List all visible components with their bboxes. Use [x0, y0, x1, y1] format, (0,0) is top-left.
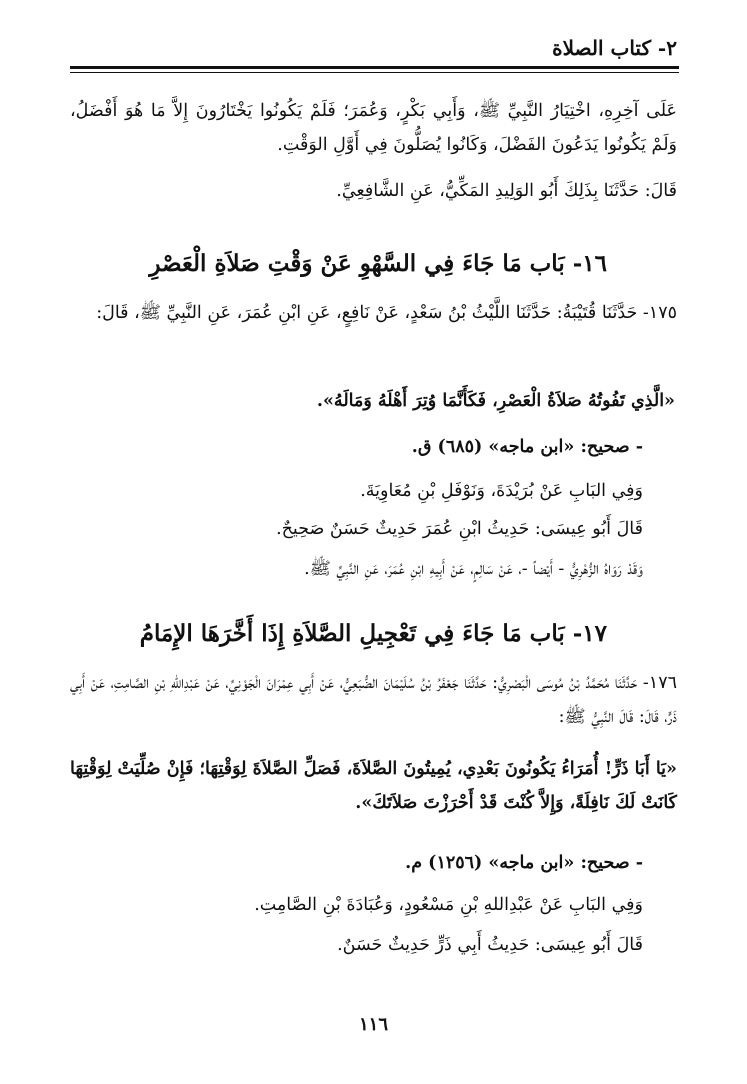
page-number: ١١٦	[358, 1014, 388, 1035]
running-header-title: ٢- كتاب الصلاة	[552, 36, 677, 60]
hadith-176-chapter-note: وَفِي البَابِ عَنْ عَبْدِاللهِ بْنِ مَسْعُودٍ، وَعُبَادَةَ بْنِ الصَّامِتِ.	[254, 895, 643, 915]
header-rule-thin	[70, 72, 679, 73]
hadith-176-isnad: ١٧٦- حَدَّثَنَا مُحَمَّدُ بْنُ مُوسَى الْبَصْرِيُّ: حَدَّثَنَا جَعْفَرُ بْنُ سُلَيْمَانَ الضُّبَعِيُّ، عَنْ أَبِي عِمْرَانَ الْجَوْنِيِّ، عَنْ عَبْدِاللهِ بْنِ الصَّامِتِ، عَنْ أَبِي ذَرٍّ، قَالَ: قَالَ النَّبِيُّ ﷺ:	[70, 673, 677, 727]
paragraph-continuation: عَلَى آخِرِهِ، اخْتِيَارُ النَّبِيِّ ﷺ، وَأَبِي بَكْرٍ، وَعُمَرَ؛ فَلَمْ يَكُونُوا يَخْتَارُونَ إِلاَّ مَا هُوَ أَفْضَلُ، وَلَمْ يَكُونُوا يَدَعُونَ الفَضْلَ، وَكَانُوا يُصَلُّونَ فِي أَوَّلِ الوَقْتِ.	[70, 101, 677, 155]
hadith-175-matn: «الَّذِي تَفُوتُهُ صَلاَةُ الْعَصْرِ، فَكَأَنَّمَا وُتِرَ أَهْلَهُ وَمَالَهُ».	[316, 391, 675, 411]
chapter-heading-17: ١٧- بَاب مَا جَاءَ فِي تَعْجِيلِ الصَّلاَةِ إِذَا أَخَّرَهَا الإِمَامُ	[139, 620, 607, 647]
hadith-175-grade: - صحيح: «ابن ماجه» (٦٨٥) ق.	[411, 437, 643, 457]
hadith-175-chapter-note: وَفِي البَابِ عَنْ بُرَيْدَةَ، وَنَوْفَلِ بْنِ مُعَاوِيَةَ.	[360, 481, 643, 501]
hadith-175-abu-isa: قَالَ أَبُو عِيسَى: حَدِيثُ ابْنِ عُمَرَ حَدِيثٌ حَسَنٌ صَحِيحٌ.	[276, 519, 643, 539]
hadith-176-abu-isa: قَالَ أَبُو عِيسَى: حَدِيثُ أَبِي ذَرٍّ حَدِيثٌ حَسَنٌ.	[337, 935, 643, 955]
hadith-175-isnad: ١٧٥- حَدَّثَنَا قُتَيْبَةُ: حَدَّثَنَا اللَّيْثُ بْنُ سَعْدٍ، عَنْ نَافِعٍ، عَنِ ابْنِ عُمَرَ، عَنِ النَّبِيِّ ﷺ، قَالَ:	[96, 303, 677, 323]
header-rule-thick	[70, 66, 679, 69]
paragraph-narration: قَالَ: حَدَّثَنَا بِذَلِكَ أَبُو الوَلِيدِ المَكِّيُّ، عَنِ الشَّافِعِيِّ.	[336, 181, 677, 201]
hadith-176-matn: «يَا أَبَا ذَرٍّ! أُمَرَاءُ يَكُونُونَ بَعْدِي، يُمِيتُونَ الصَّلاَةَ، فَصَلِّ الصَّلاَةَ لِوَقْتِهَا؛ فَإِنْ صُلِّيَتْ لِوَقْتِهَا كَانَتْ لَكَ نَافِلَةً، وَإِلاَّ كُنْتَ قَدْ أَحْرَزْتَ صَلاَتَكَ».	[70, 759, 677, 813]
hadith-176-grade: - صحيح: «ابن ماجه» (١٢٥٦) م.	[405, 853, 643, 873]
hadith-175-zuhri-note: وَقَدْ رَوَاهُ الزُّهْرِيُّ - أَيْضاً -، عَنْ سَالِمٍ، عَنْ أَبِيهِ ابْنِ عُمَرَ، عَنِ النَّبِيِّ ﷺ.	[304, 559, 643, 579]
chapter-heading-16: ١٦- بَاب مَا جَاءَ فِي السَّهْوِ عَنْ وَقْتِ صَلاَةِ الْعَصْرِ	[149, 250, 607, 277]
